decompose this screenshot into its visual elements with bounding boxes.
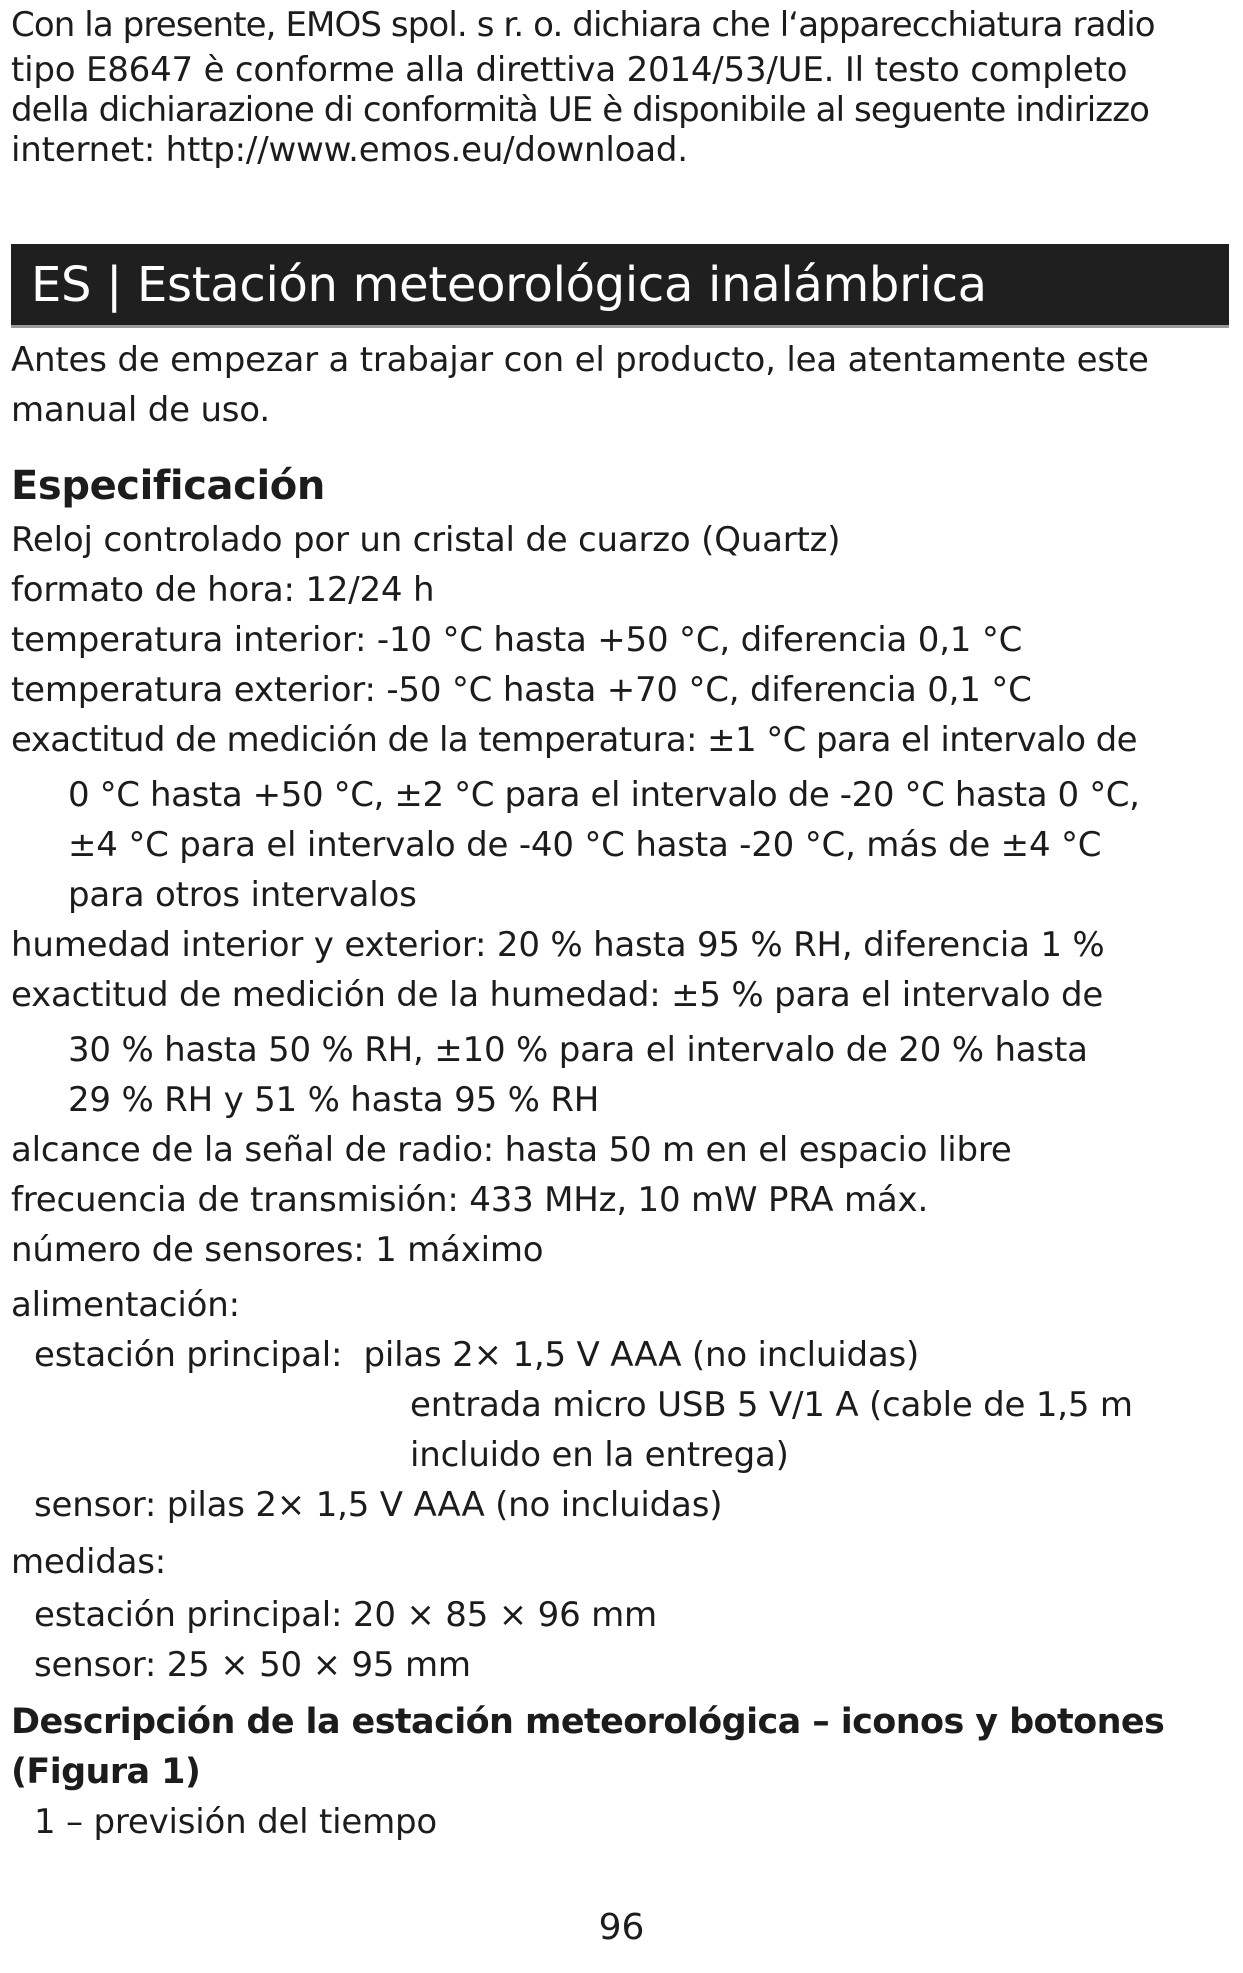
spec-line: temperatura interior: -10 °C hasta +50 °C, diferencia 0,1 °C bbox=[11, 620, 1023, 660]
spec-line: 30 % hasta 50 % RH, ±10 % para el intervalo de 20 % hasta bbox=[68, 1030, 1088, 1070]
spec-line: frecuencia de transmisión: 433 MHz, 10 mW PRA máx. bbox=[11, 1180, 929, 1220]
spec-line: formato de hora: 12/24 h bbox=[11, 570, 435, 610]
spec-line: estación principal: 20 × 85 × 96 mm bbox=[34, 1595, 657, 1635]
spec-line: sensor: pilas 2× 1,5 V AAA (no incluidas) bbox=[34, 1485, 723, 1525]
spec-line: para otros intervalos bbox=[68, 875, 417, 915]
spec-heading: Especificación bbox=[11, 463, 325, 509]
spec-line: temperatura exterior: -50 °C hasta +70 °C, diferencia 0,1 °C bbox=[11, 670, 1032, 710]
description-heading: (Figura 1) bbox=[11, 1752, 201, 1792]
spec-line: incluido en la entrega) bbox=[410, 1435, 789, 1475]
description-heading: Descripción de la estación meteorológica – iconos y botones bbox=[11, 1702, 1165, 1742]
spec-line: número de sensores: 1 máximo bbox=[11, 1230, 544, 1270]
intro-it-line: Con la presente, EMOS spol. s r. o. dichiara che l‘apparecchiatura radio bbox=[11, 5, 1155, 45]
spec-line: exactitud de medición de la humedad: ±5 % para el intervalo de bbox=[11, 975, 1104, 1015]
page-number: 96 bbox=[598, 1907, 645, 1948]
intro-it-line: della dichiarazione di conformità UE è disponibile al seguente indirizzo bbox=[11, 90, 1150, 130]
description-item: 1 – previsión del tiempo bbox=[34, 1802, 438, 1842]
intro-it-line: tipo E8647 è conforme alla direttiva 2014/53/UE. Il testo completo bbox=[11, 50, 1128, 90]
spec-line: alcance de la señal de radio: hasta 50 m en el espacio libre bbox=[11, 1130, 1012, 1170]
intro-it-line: internet: http://www.emos.eu/download. bbox=[11, 130, 688, 170]
spec-line: 29 % RH y 51 % hasta 95 % RH bbox=[68, 1080, 600, 1120]
spec-line: 0 °C hasta +50 °C, ±2 °C para el intervalo de -20 °C hasta 0 °C, bbox=[68, 775, 1140, 815]
section-banner bbox=[11, 244, 1229, 328]
spec-line: medidas: bbox=[11, 1542, 167, 1582]
spec-line: alimentación: bbox=[11, 1285, 240, 1325]
spec-line: ±4 °C para el intervalo de -40 °C hasta -20 °C, más de ±4 °C bbox=[68, 825, 1102, 865]
spec-line: Reloj controlado por un cristal de cuarzo (Quartz) bbox=[11, 520, 841, 560]
spec-line: exactitud de medición de la temperatura: ±1 °C para el intervalo de bbox=[11, 720, 1137, 760]
spec-line: humedad interior y exterior: 20 % hasta 95 % RH, diferencia 1 % bbox=[11, 925, 1105, 965]
spec-line: estación principal: pilas 2× 1,5 V AAA (no incluidas) bbox=[34, 1335, 920, 1375]
spec-line: sensor: 25 × 50 × 95 mm bbox=[34, 1645, 471, 1685]
section-title: ES | Estación meteorológica inalámbrica bbox=[31, 257, 987, 313]
section-intro-line: manual de uso. bbox=[11, 390, 270, 430]
spec-line: entrada micro USB 5 V/1 A (cable de 1,5 m bbox=[410, 1385, 1133, 1425]
section-intro-line: Antes de empezar a trabajar con el producto, lea atentamente este bbox=[11, 340, 1149, 380]
